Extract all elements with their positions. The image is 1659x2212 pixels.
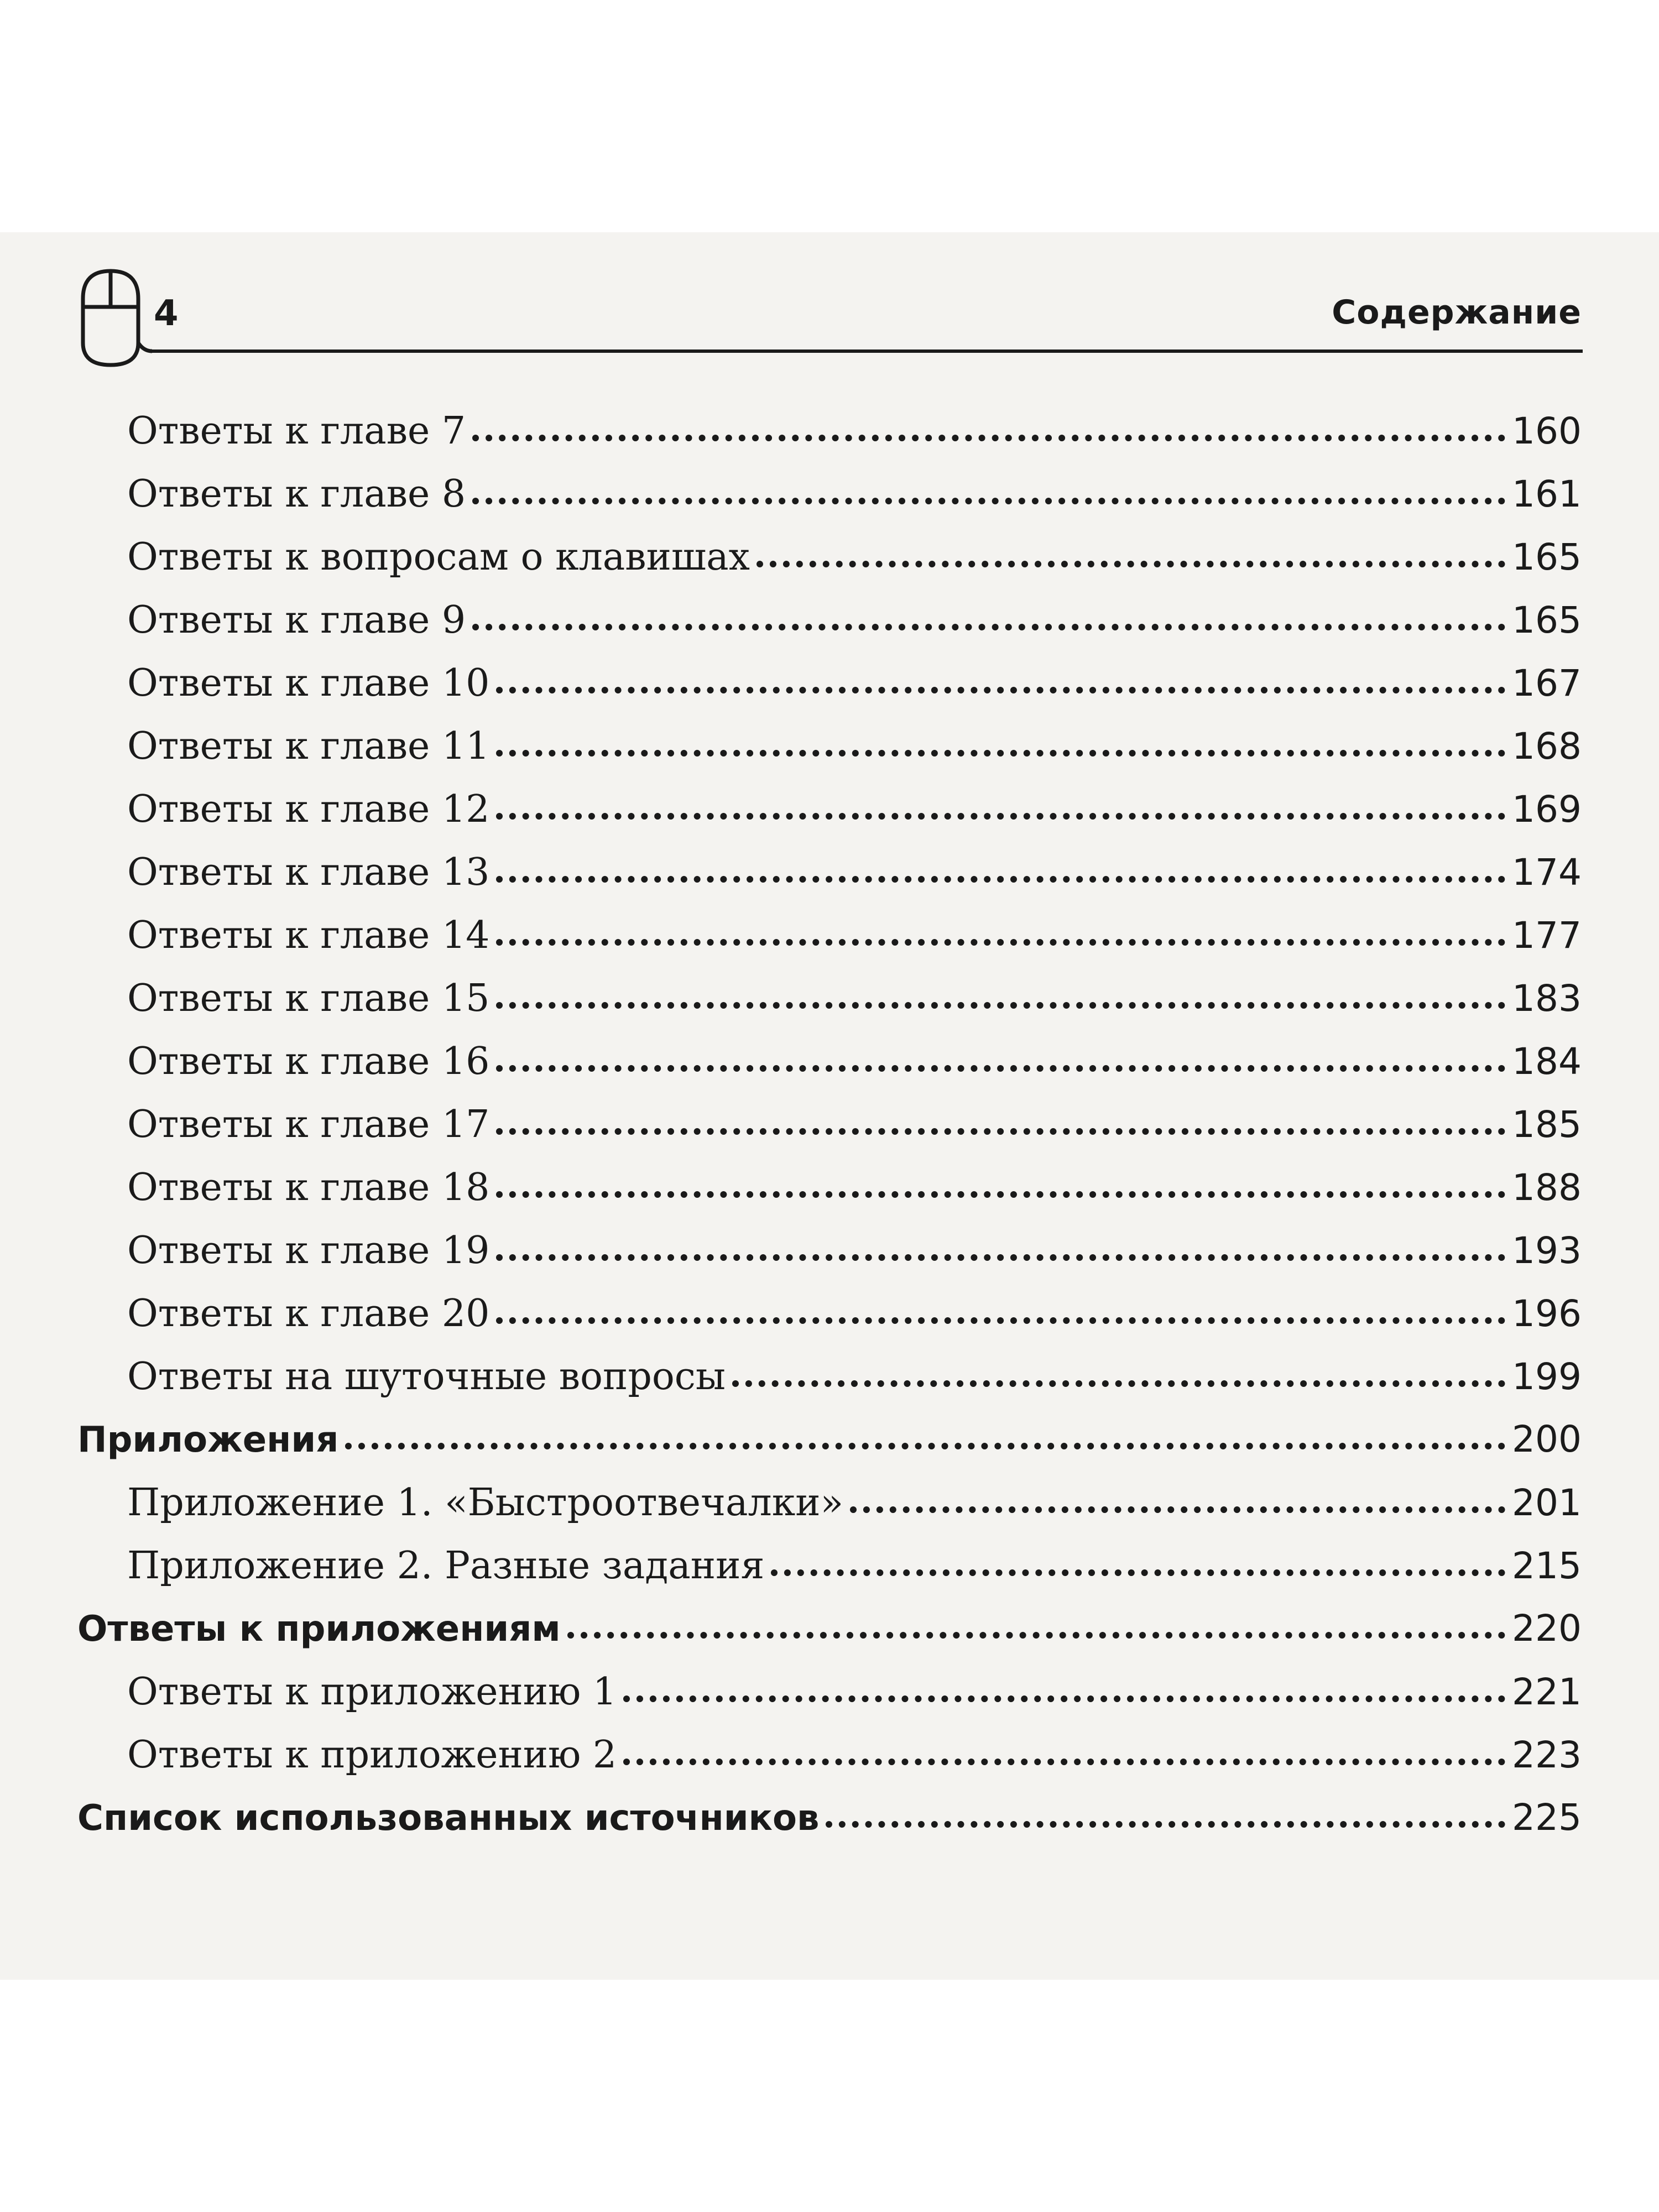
toc-entry[interactable]: [77, 1733, 1582, 1796]
toc-dot-leader: [496, 1002, 1505, 1009]
toc-page-number: 165: [1512, 536, 1582, 578]
toc-dot-leader: [826, 1821, 1505, 1828]
toc-dot-leader: [771, 1569, 1505, 1576]
toc-entry-label: Ответы к приложению 2: [127, 1733, 617, 1777]
toc-dot-leader: [496, 1191, 1505, 1198]
toc-entry[interactable]: [77, 724, 1582, 787]
toc-entry[interactable]: [77, 409, 1582, 472]
toc-dot-leader: [496, 939, 1505, 946]
toc-page-number: 161: [1512, 473, 1582, 515]
toc-entry[interactable]: [77, 472, 1582, 535]
toc-entry-label: Ответы на шуточные вопросы: [127, 1355, 726, 1399]
toc-entry-label: Ответы к главе 8: [127, 472, 466, 516]
toc-dot-leader: [496, 687, 1505, 693]
toc-entry-label: Ответы к главе 7: [127, 409, 466, 453]
toc-dot-leader: [496, 1065, 1505, 1072]
toc-dot-leader: [757, 561, 1505, 567]
toc-entry-label: Ответы к главе 13: [127, 851, 490, 894]
toc-section-entry[interactable]: [77, 1796, 1582, 1859]
toc-dot-leader: [472, 435, 1505, 441]
toc-entry[interactable]: [77, 598, 1582, 661]
toc-page-number: 215: [1512, 1545, 1582, 1587]
toc-entry[interactable]: [77, 914, 1582, 977]
toc-dot-leader: [623, 1759, 1505, 1765]
toc-entry-label: Приложение 2. Разные задания: [127, 1544, 765, 1588]
toc-page-number: 188: [1512, 1166, 1582, 1209]
toc-entry-label: Приложение 1. «Быстроотвечалки»: [127, 1481, 844, 1525]
toc-entry[interactable]: [77, 1481, 1582, 1544]
toc-page-number: 169: [1512, 788, 1582, 831]
toc-section-entry[interactable]: [77, 1418, 1582, 1481]
toc-dot-leader: [732, 1380, 1505, 1387]
toc-entry-label: Ответы к главе 11: [127, 724, 490, 768]
toc-entry[interactable]: [77, 1166, 1582, 1229]
toc-page-number: 177: [1512, 914, 1582, 957]
toc-entry-label: Приложения: [77, 1420, 339, 1460]
toc-page-number: 200: [1512, 1418, 1582, 1460]
toc-dot-leader: [496, 1254, 1505, 1261]
toc-entry-label: Ответы к приложению 1: [127, 1670, 617, 1714]
toc-entry-label: Ответы к главе 15: [127, 977, 490, 1020]
toc-dot-leader: [472, 624, 1505, 630]
toc-page-number: 183: [1512, 977, 1582, 1020]
toc-entry[interactable]: [77, 1229, 1582, 1292]
toc-page-number: 165: [1512, 599, 1582, 641]
toc-page-number: 168: [1512, 725, 1582, 768]
toc-page-number: 185: [1512, 1103, 1582, 1146]
toc-page-number: 220: [1512, 1607, 1582, 1650]
toc-entry-label: Ответы к главе 20: [127, 1292, 490, 1335]
toc-page-number: 196: [1512, 1292, 1582, 1335]
toc-entry-label: Ответы к главе 14: [127, 914, 490, 957]
toc-entry-label: Ответы к главе 19: [127, 1229, 490, 1272]
toc-dot-leader: [472, 498, 1505, 504]
table-of-contents: [77, 409, 1582, 1859]
toc-entry-label: Список использованных источников: [77, 1798, 820, 1839]
toc-entry-label: Ответы к главе 12: [127, 787, 490, 831]
toc-entry[interactable]: [77, 1670, 1582, 1733]
toc-entry[interactable]: [77, 1040, 1582, 1103]
toc-entry[interactable]: [77, 1355, 1582, 1418]
toc-entry[interactable]: [77, 1103, 1582, 1166]
toc-page-number: 221: [1512, 1671, 1582, 1713]
toc-entry-label: Ответы к вопросам о клавишах: [127, 535, 750, 579]
page-number: 4: [154, 293, 179, 334]
section-title: Содержание: [1332, 293, 1582, 332]
toc-page-number: 167: [1512, 662, 1582, 705]
toc-dot-leader: [496, 1317, 1505, 1324]
header-rule: [149, 349, 1583, 353]
toc-dot-leader: [850, 1506, 1505, 1513]
toc-page-number: 174: [1512, 851, 1582, 894]
toc-page-number: 201: [1512, 1481, 1582, 1524]
toc-dot-leader: [496, 813, 1505, 820]
toc-entry[interactable]: [77, 661, 1582, 724]
toc-page-number: 225: [1512, 1796, 1582, 1839]
page-header: [66, 260, 1582, 371]
toc-entry[interactable]: [77, 1292, 1582, 1355]
toc-page-number: 184: [1512, 1040, 1582, 1083]
toc-dot-leader: [345, 1443, 1505, 1449]
toc-page-number: 160: [1512, 410, 1582, 452]
toc-dot-leader: [623, 1695, 1505, 1702]
toc-entry-label: Ответы к главе 18: [127, 1166, 490, 1209]
computer-mouse-icon: [66, 260, 166, 371]
toc-page-number: 193: [1512, 1229, 1582, 1272]
toc-entry-label: Ответы к приложениям: [77, 1609, 561, 1650]
toc-entry-label: Ответы к главе 9: [127, 598, 466, 642]
toc-entry[interactable]: [77, 977, 1582, 1040]
toc-entry[interactable]: [77, 787, 1582, 851]
toc-entry[interactable]: [77, 851, 1582, 914]
toc-section-entry[interactable]: [77, 1607, 1582, 1670]
toc-page-number: 199: [1512, 1355, 1582, 1398]
toc-dot-leader: [496, 750, 1505, 757]
toc-dot-leader: [567, 1632, 1505, 1639]
toc-entry-label: Ответы к главе 10: [127, 661, 490, 705]
toc-entry-label: Ответы к главе 17: [127, 1103, 490, 1146]
toc-dot-leader: [496, 1128, 1505, 1135]
toc-dot-leader: [496, 876, 1505, 883]
toc-entry[interactable]: [77, 1544, 1582, 1607]
toc-entry-label: Ответы к главе 16: [127, 1040, 490, 1083]
toc-entry[interactable]: [77, 535, 1582, 598]
toc-page-number: 223: [1512, 1734, 1582, 1776]
